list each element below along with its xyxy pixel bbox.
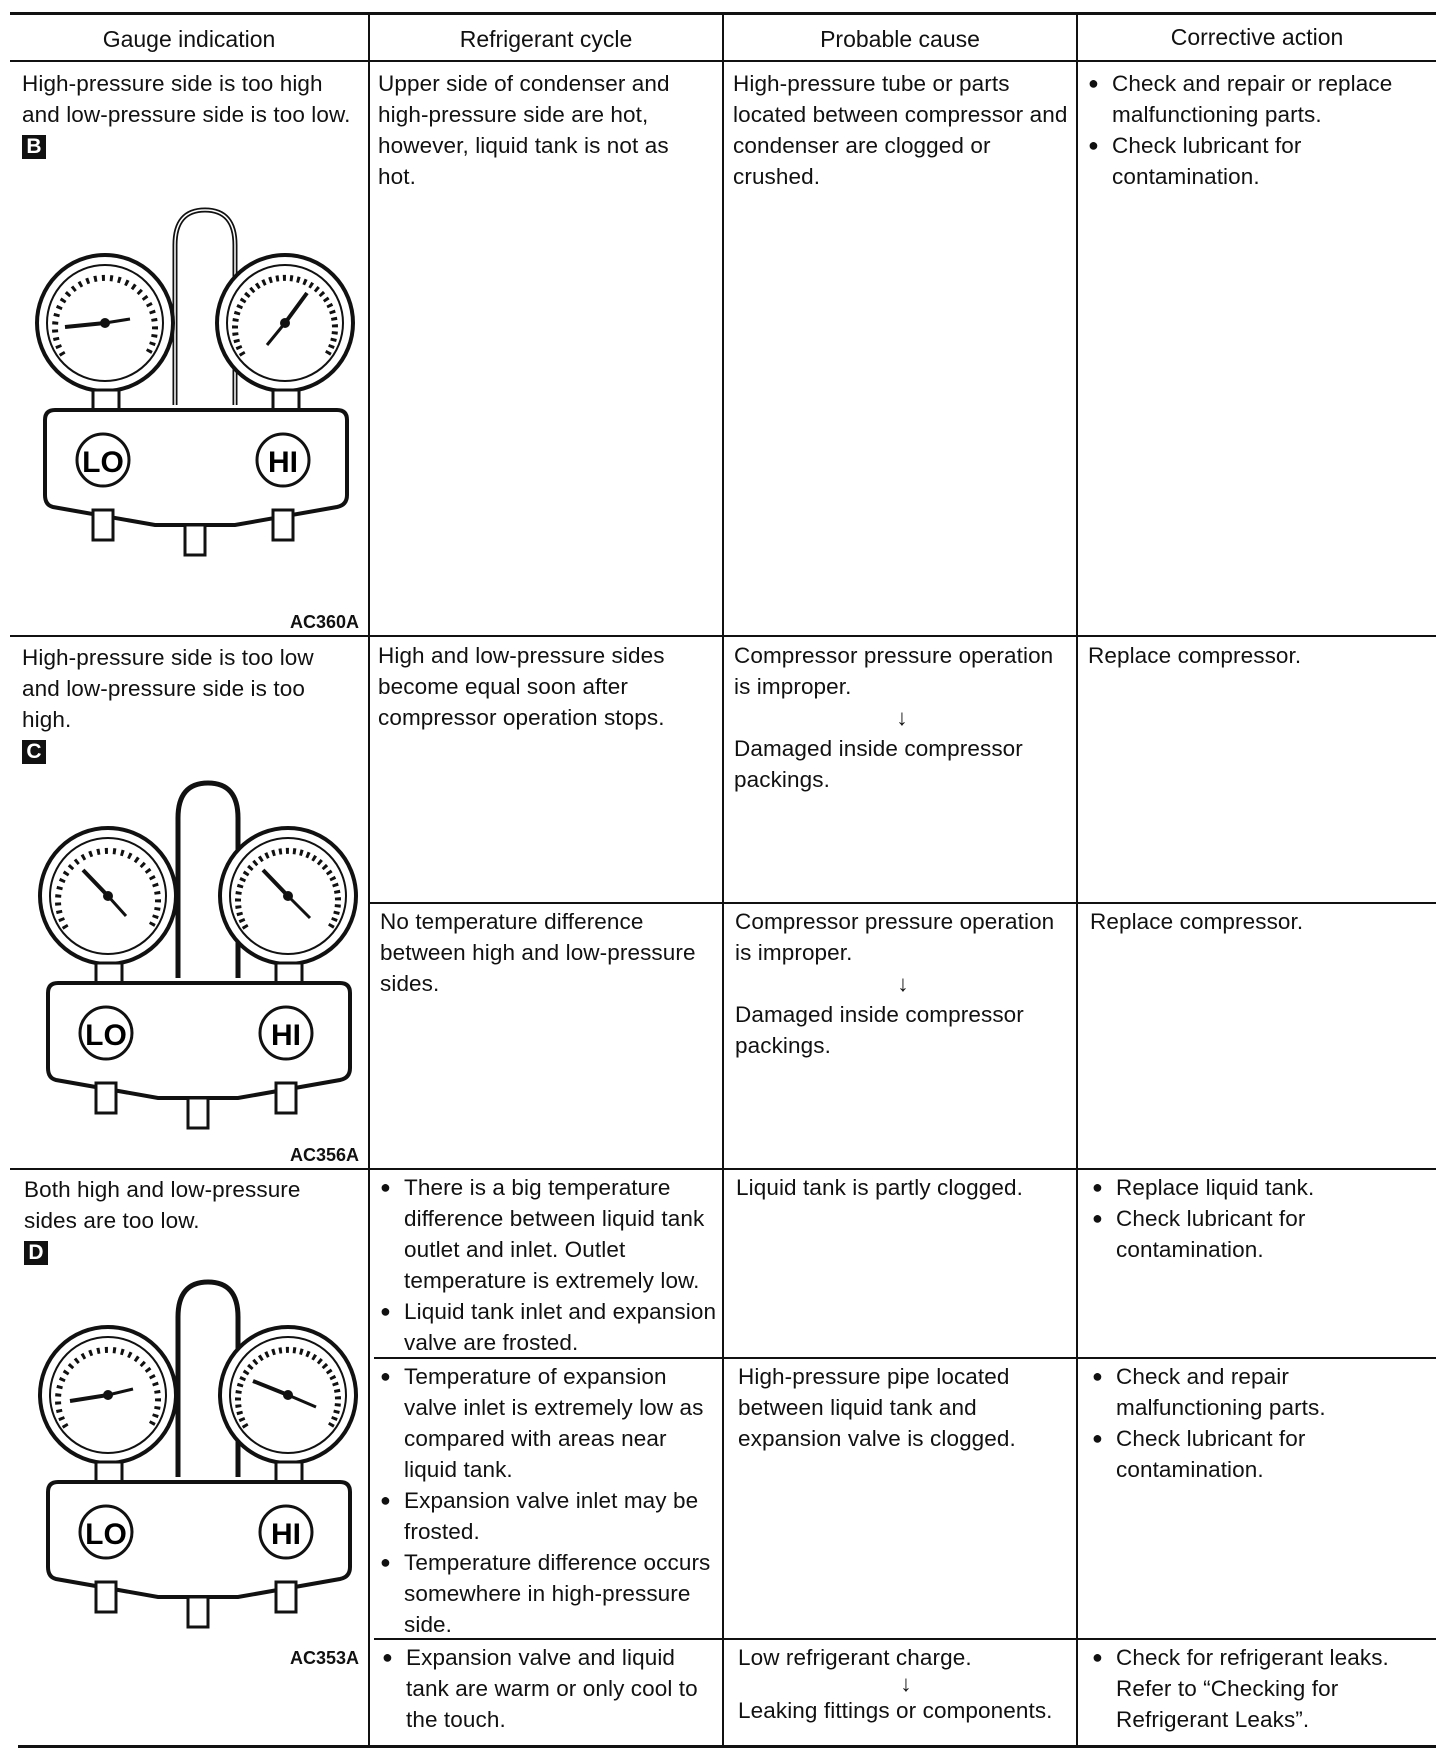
- row-b-corrective-action: [1088, 68, 1418, 192]
- row-b-action-item: ● Check and repair or replace malfunctioning parts.: [1088, 68, 1418, 130]
- gauge-d-drawing: [40, 1282, 356, 1627]
- row-d2-action-item: ● Check and repair malfunctioning parts.: [1092, 1361, 1422, 1423]
- row-c2-cause-a: Compressor pressure operation is improper.: [735, 909, 1055, 965]
- row-c-badge: C: [22, 740, 46, 764]
- row-c1-cause-b: Damaged inside compressor packings.: [734, 736, 1023, 792]
- row-d3-corrective-action: [1092, 1642, 1422, 1735]
- row-d1-action-item: ● Check lubricant for contamination.: [1092, 1203, 1422, 1265]
- row-d2-cycle-item: ● Expansion valve inlet may be frosted.: [380, 1485, 720, 1547]
- row-c-gauge-description: High-pressure side is too low and low-pressure side is too high.: [22, 645, 314, 732]
- gauge-c-drawing: [40, 783, 356, 1128]
- table-bottom-rule: [18, 1745, 1436, 1748]
- row-d3-refrigerant-cycle: [382, 1642, 722, 1735]
- row-d1-cycle-item: ● There is a big temperature difference between liquid tank outlet and inlet. Outlet temperature is extremely low.: [380, 1172, 720, 1296]
- gauge-c-lo-label: LO: [85, 1019, 127, 1052]
- row-d3-cause-a: Low refrigerant charge.: [738, 1645, 972, 1670]
- row-c1-probable-cause: [734, 640, 1070, 795]
- manifold-gauge-b-illustration: [35, 205, 355, 560]
- row-b-refrigerant-cycle: Upper side of condenser and high-pressure side are hot, however, liquid tank is not as hot.: [378, 71, 670, 189]
- row-c-mid-rule: [370, 902, 1436, 904]
- row-d2-action-item: ● Check lubricant for contamination.: [1092, 1423, 1422, 1485]
- row-d3-probable-cause: [738, 1642, 1074, 1726]
- row-b-gauge-description: High-pressure side is too high and low-pressure side is too low.: [22, 71, 351, 127]
- header-corrective-action: Corrective action: [1170, 24, 1344, 50]
- row-d2-probable-cause: High-pressure pipe located between liquid tank and expansion valve is clogged.: [738, 1364, 1016, 1451]
- row-d3-cause-b: Leaking fittings or components.: [738, 1698, 1053, 1723]
- row-d1-action-item: ● Replace liquid tank.: [1092, 1172, 1422, 1203]
- row-d2-corrective-action: [1092, 1361, 1422, 1485]
- row-c1-cause-a: Compressor pressure operation is improper.: [734, 643, 1054, 699]
- gauge-b-drawing: [37, 210, 353, 555]
- manifold-gauge-d-illustration: [38, 1277, 358, 1632]
- row-d2-cycle-item: ● Temperature of expansion valve inlet is extremely low as compared with areas near liquid tank.: [380, 1361, 720, 1485]
- row-d3-cycle-item: ● Expansion valve and liquid tank are warm or only cool to the touch.: [382, 1642, 722, 1735]
- row-b-badge: B: [22, 135, 46, 159]
- row-c2-probable-cause: [735, 906, 1071, 1061]
- down-arrow-icon: ↓: [900, 1671, 912, 1696]
- row-b-action-item: ● Check lubricant for contamination.: [1088, 130, 1418, 192]
- row-c2-corrective-action: Replace compressor.: [1090, 909, 1304, 934]
- gauge-d-hi-label: HI: [271, 1518, 301, 1551]
- gauge-c-hi-label: HI: [271, 1019, 301, 1052]
- col-rule-2: [722, 12, 724, 1748]
- row-d-gauge-text: [24, 1174, 354, 1267]
- row-d-gauge-description: Both high and low-pressure sides are too low.: [24, 1177, 301, 1233]
- header-gauge-indication: Gauge indication: [102, 26, 276, 52]
- row-c2-refrigerant-cycle: No temperature difference between high and low-pressure sides.: [380, 909, 696, 996]
- down-arrow-icon: ↓: [896, 705, 908, 730]
- header-probable-cause: Probable cause: [820, 26, 980, 52]
- manifold-gauge-c-illustration: [38, 778, 358, 1133]
- gauge-b-hi-label: HI: [268, 446, 298, 479]
- header-refrigerant-cycle: Refrigerant cycle: [459, 26, 633, 52]
- row-d2-cycle-item: ● Temperature difference occurs somewhere in high-pressure side.: [380, 1547, 720, 1640]
- row-c2-cause-b: Damaged inside compressor packings.: [735, 1002, 1024, 1058]
- col-rule-3: [1076, 12, 1078, 1748]
- row-d2-refrigerant-cycle: [380, 1361, 720, 1640]
- row-c1-corrective-action: Replace compressor.: [1088, 643, 1302, 668]
- row-d3-action-item: ● Check for refrigerant leaks. Refer to “Checking for Refrigerant Leaks”.: [1092, 1642, 1422, 1735]
- gauge-d-lo-label: LO: [85, 1518, 127, 1551]
- row-b-figure-ref: AC360A: [290, 612, 360, 632]
- gauge-b-lo-label: LO: [82, 446, 124, 479]
- col-rule-1: [368, 12, 370, 1748]
- row-b-gauge-text: [22, 68, 352, 161]
- row-b-probable-cause: High-pressure tube or parts located between compressor and condenser are clogged or crushed.: [733, 71, 1068, 189]
- row-d1-refrigerant-cycle: [380, 1172, 720, 1358]
- down-arrow-icon: ↓: [897, 971, 909, 996]
- row-c1-refrigerant-cycle: High and low-pressure sides become equal soon after compressor operation stops.: [378, 643, 665, 730]
- row-c-gauge-text: [22, 642, 352, 766]
- row-d1-cycle-item: ● Liquid tank inlet and expansion valve are frosted.: [380, 1296, 720, 1358]
- row-c-figure-ref: AC356A: [290, 1145, 360, 1165]
- row-d-badge: D: [24, 1241, 48, 1265]
- row-d1-corrective-action: [1092, 1172, 1422, 1265]
- row-d-figure-ref: AC353A: [290, 1648, 360, 1668]
- row-d1-probable-cause: Liquid tank is partly clogged.: [736, 1175, 1023, 1200]
